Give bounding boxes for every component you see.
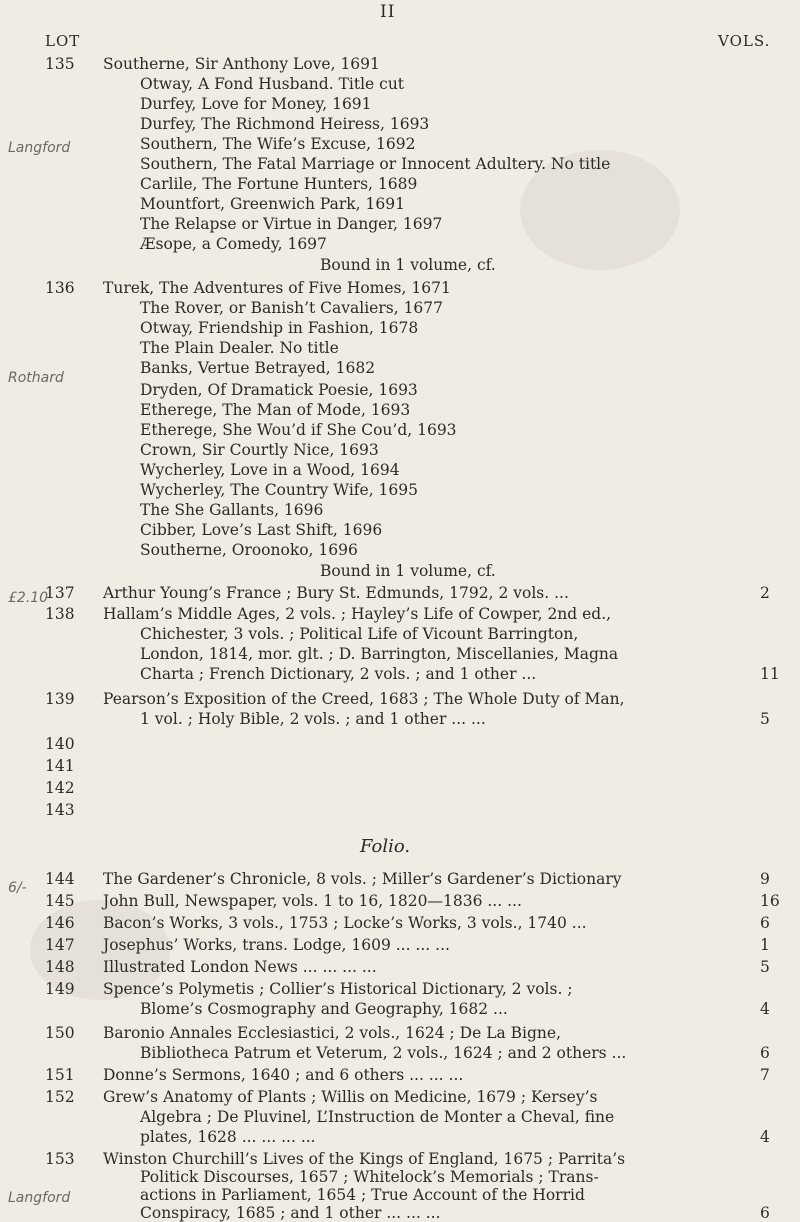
- entry-line: Chichester, 3 vols. ; Political Life of Vicount Barrington,: [140, 625, 579, 643]
- vols-count: 5: [760, 710, 770, 728]
- entry-line: John Bull, Newspaper, vols. 1 to 16, 1820—1836 ... ...: [103, 892, 522, 910]
- entry-line: Wycherley, Love in a Wood, 1694: [140, 461, 400, 479]
- entry-line: Blome’s Cosmography and Geography, 1682 ...: [140, 1000, 508, 1018]
- vols-count: 6: [760, 1044, 770, 1062]
- entry-line: Baronio Annales Ecclesiastici, 2 vols., 1624 ; De La Bigne,: [103, 1024, 562, 1042]
- entry-line: The Gardener’s Chronicle, 8 vols. ; Miller’s Gardener’s Dictionary: [103, 870, 622, 888]
- lot-number: 137: [45, 584, 75, 602]
- entry-line: Otway, A Fond Husband. Title cut: [140, 75, 405, 93]
- entry-line: Crown, Sir Courtly Nice, 1693: [140, 441, 379, 459]
- bound-note: Bound in 1 volume, cf.: [320, 256, 496, 274]
- entry-line: Josephus’ Works, trans. Lodge, 1609 ... ... ...: [103, 936, 450, 954]
- entry-line: Southerne, Oroonoko, 1696: [140, 541, 358, 559]
- lot-number: 146: [45, 914, 75, 932]
- vols-count: 16: [760, 892, 780, 910]
- vols-count: 6: [760, 914, 770, 932]
- entry-line: Charta ; French Dictionary, 2 vols. ; and 1 other ...: [140, 665, 537, 683]
- lot-number: 144: [45, 870, 75, 888]
- pencil-note: Rothard: [8, 370, 64, 386]
- vols-count: 4: [760, 1000, 770, 1018]
- entry-line: Conspiracy, 1685 ; and 1 other ... ... ...: [140, 1204, 441, 1222]
- lot-number: 152: [45, 1088, 75, 1106]
- entry-line: London, 1814, mor. glt. ; D. Barrington, Miscellanies, Magna: [140, 645, 619, 663]
- lot-number: 148: [45, 958, 75, 976]
- entry-line: Etherege, She Wou’d if She Cou’d, 1693: [140, 421, 457, 439]
- entry-line: actions in Parliament, 1654 ; True Account of the Horrid: [140, 1186, 585, 1204]
- entry-line: Algebra ; De Pluvinel, L’Instruction de Monter a Cheval, fine: [140, 1108, 615, 1126]
- lot-number: 150: [45, 1024, 75, 1042]
- page-number: II: [380, 2, 396, 22]
- entry-line: Grew’s Anatomy of Plants ; Willis on Medicine, 1679 ; Kersey’s: [103, 1088, 598, 1106]
- entry-line: Carlile, The Fortune Hunters, 1689: [140, 175, 418, 193]
- entry-line: Durfey, The Richmond Heiress, 1693: [140, 115, 430, 133]
- lot-number: 143: [45, 801, 75, 819]
- vols-count: 2: [760, 584, 770, 602]
- entry-line: Southern, The Wife’s Excuse, 1692: [140, 135, 416, 153]
- entry-line: The Relapse or Virtue in Danger, 1697: [140, 215, 443, 233]
- pencil-note: Langford: [8, 140, 71, 156]
- lot-number: 149: [45, 980, 75, 998]
- entry-line: Bibliotheca Patrum et Veterum, 2 vols., 1624 ; and 2 others ...: [140, 1044, 627, 1062]
- vols-count: 4: [760, 1128, 770, 1146]
- pencil-note: £2.10: [8, 590, 49, 606]
- entry-line: Arthur Young’s France ; Bury St. Edmunds, 1792, 2 vols. ...: [103, 584, 569, 602]
- entry-line: Banks, Vertue Betrayed, 1682: [140, 359, 376, 377]
- lot-number: 145: [45, 892, 75, 910]
- vols-count: 9: [760, 870, 770, 888]
- entry-line: Bacon’s Works, 3 vols., 1753 ; Locke’s Works, 3 vols., 1740 ...: [103, 914, 587, 932]
- entry-line: Pearson’s Exposition of the Creed, 1683 ; The Whole Duty of Man,: [103, 690, 625, 708]
- entry-line: Winston Churchill’s Lives of the Kings of England, 1675 ; Parrita’s: [103, 1150, 626, 1168]
- header-lot: LOT: [45, 32, 81, 50]
- entry-line: Otway, Friendship in Fashion, 1678: [140, 319, 419, 337]
- entry-line: Politick Discourses, 1657 ; Whitelock’s Memorials ; Trans-: [140, 1168, 599, 1186]
- lot-number: 147: [45, 936, 75, 954]
- lot-number: 151: [45, 1066, 75, 1084]
- lot-number: 141: [45, 757, 75, 775]
- pencil-note: Langford: [8, 1190, 71, 1206]
- entry-line: Hallam’s Middle Ages, 2 vols. ; Hayley’s Life of Cowper, 2nd ed.,: [103, 605, 612, 623]
- vols-count: 1: [760, 936, 770, 954]
- vols-count: 7: [760, 1066, 770, 1084]
- entry-line: The Plain Dealer. No title: [140, 339, 339, 357]
- bound-note: Bound in 1 volume, cf.: [320, 562, 496, 580]
- entry-line: Mountfort, Greenwich Park, 1691: [140, 195, 405, 213]
- entry-line: Southerne, Sir Anthony Love, 1691: [103, 55, 380, 73]
- entry-line: Etherege, The Man of Mode, 1693: [140, 401, 411, 419]
- lot-number: 140: [45, 735, 75, 753]
- lot-number: 138: [45, 605, 75, 623]
- entry-line: Turek, The Adventures of Five Homes, 1671: [103, 279, 451, 297]
- vols-count: 6: [760, 1204, 770, 1222]
- header-vols: VOLS.: [718, 32, 771, 50]
- lot-number: 142: [45, 779, 75, 797]
- entry-line: Spence’s Polymetis ; Collier’s Historical Dictionary, 2 vols. ;: [103, 980, 573, 998]
- vols-count: 5: [760, 958, 770, 976]
- entry-line: Æsope, a Comedy, 1697: [140, 235, 327, 253]
- vols-count: 11: [760, 665, 780, 683]
- entry-line: Durfey, Love for Money, 1691: [140, 95, 372, 113]
- entry-line: The Rover, or Banish’t Cavaliers, 1677: [140, 299, 444, 317]
- section-heading-folio: Folio.: [360, 836, 411, 857]
- entry-line: Wycherley, The Country Wife, 1695: [140, 481, 419, 499]
- entry-line: Illustrated London News ... ... ... ...: [103, 958, 377, 976]
- entry-line: Cibber, Love’s Last Shift, 1696: [140, 521, 383, 539]
- entry-line: 1 vol. ; Holy Bible, 2 vols. ; and 1 other ... ...: [140, 710, 486, 728]
- entry-line: Dryden, Of Dramatick Poesie, 1693: [140, 381, 418, 399]
- lot-number: 139: [45, 690, 75, 708]
- lot-number: 135: [45, 55, 75, 73]
- entry-line: The She Gallants, 1696: [140, 501, 324, 519]
- lot-number: 153: [45, 1150, 75, 1168]
- entry-line: Donne’s Sermons, 1640 ; and 6 others ... ... ...: [103, 1066, 464, 1084]
- lot-number: 136: [45, 279, 75, 297]
- pencil-note: 6/-: [8, 880, 27, 896]
- entry-line: Southern, The Fatal Marriage or Innocent Adultery. No title: [140, 155, 611, 173]
- entry-line: plates, 1628 ... ... ... ...: [140, 1128, 316, 1146]
